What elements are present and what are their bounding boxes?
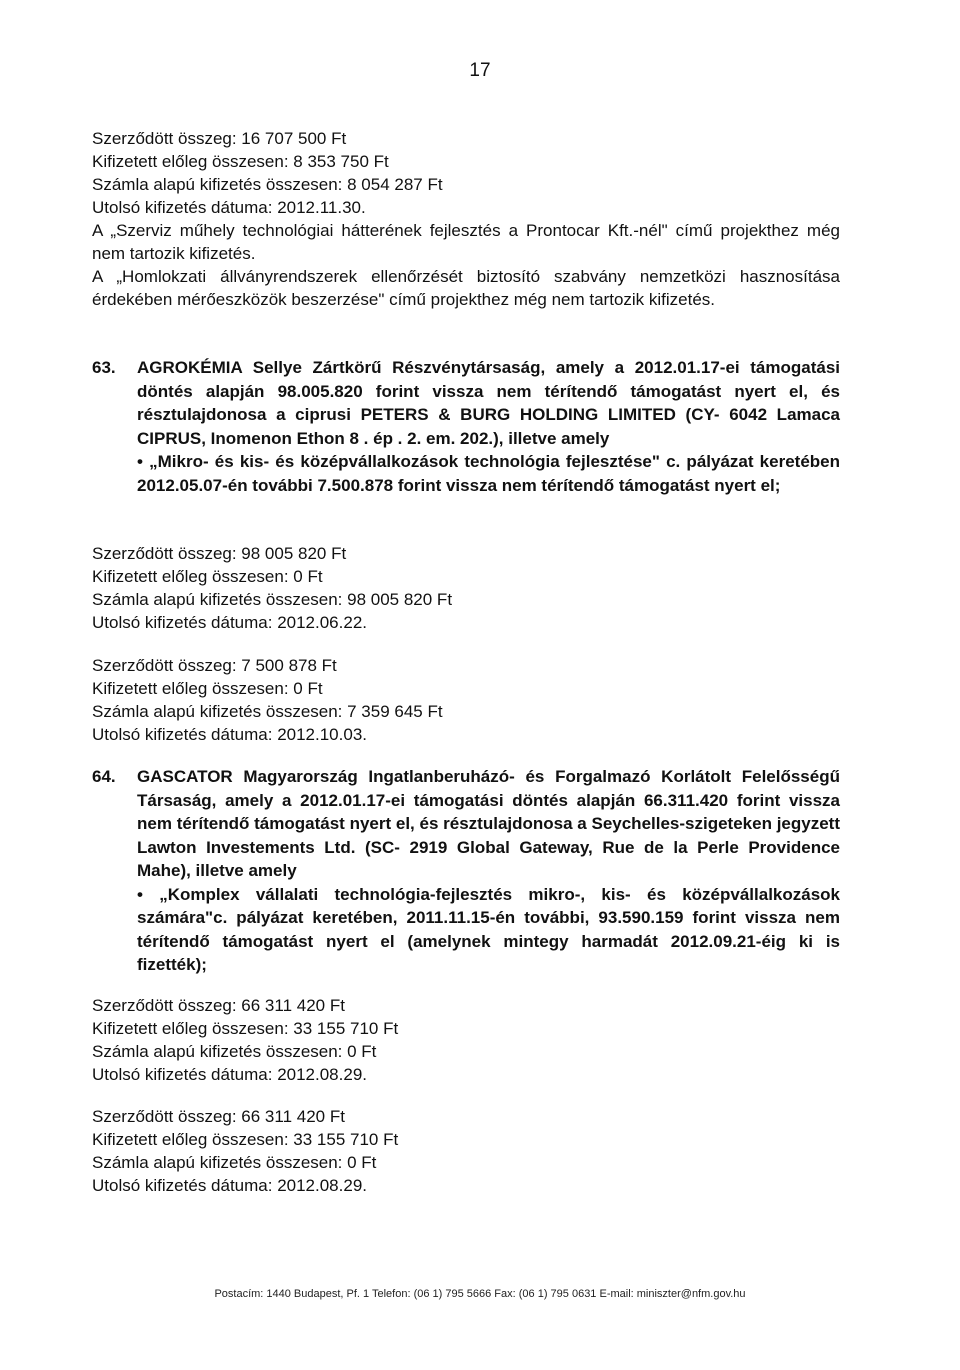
item-64 bbox=[92, 765, 840, 977]
item-bullet: • „Mikro- és kis- és középvállalkozások technológia fejlesztése" c. pályázat keretében 2012.05.07-én további 7.500.878 forint vissza nem térítendő támogatást nyert el; bbox=[137, 452, 840, 495]
item-text: AGROKÉMIA Sellye Zártkörű Részvénytársaság, amely a 2012.01.17-ei támogatási döntés alapján 98.005.820 forint vissza nem térítendő támogatást nyert el, és résztulajdonosa a ciprusi PETERS & BURG HOLDING LIMITED (CY- 6042 Lamaca CIPRUS, Inomenon Ethon 8 . ép . 2. em. 202.), illetve amely bbox=[137, 358, 840, 448]
invoice-payments: Számla alapú kifizetés összesen: 7 359 645 Ft bbox=[92, 702, 443, 721]
advance-paid: Kifizetett előleg összesen: 0 Ft bbox=[92, 567, 323, 586]
advance-paid: Kifizetett előleg összesen: 8 353 750 Ft bbox=[92, 152, 389, 171]
last-payment-date: Utolsó kifizetés dátuma: 2012.08.29. bbox=[92, 1176, 367, 1195]
last-payment-date: Utolsó kifizetés dátuma: 2012.08.29. bbox=[92, 1065, 367, 1084]
intro-block bbox=[92, 127, 840, 311]
advance-paid: Kifizetett előleg összesen: 0 Ft bbox=[92, 679, 323, 698]
project-note-2: A „Homlokzati állványrendszerek ellenőrzését biztosító szabvány nemzetközi hasznosítása érdekében mérőeszközök beszerzése" című projekthez még nem tartozik kifizetés. bbox=[92, 267, 840, 309]
footer-contact: Postacím: 1440 Budapest, Pf. 1 Telefon: (06 1) 795 5666 Fax: (06 1) 795 0631 E-mail: miniszter@nfm.gov.hu bbox=[214, 1288, 746, 1300]
item-63 bbox=[92, 356, 840, 497]
contract-amount: Szerződött összeg: 7 500 878 Ft bbox=[92, 656, 337, 675]
page-number: 17 bbox=[469, 60, 491, 81]
payment-block bbox=[92, 542, 840, 634]
invoice-payments: Számla alapú kifizetés összesen: 0 Ft bbox=[92, 1042, 377, 1061]
last-payment-date: Utolsó kifizetés dátuma: 2012.10.03. bbox=[92, 725, 367, 744]
contract-amount: Szerződött összeg: 16 707 500 Ft bbox=[92, 129, 347, 148]
item-number: 63. bbox=[92, 358, 116, 377]
project-note-1: A „Szerviz műhely technológiai hátterének fejlesztés a Prontocar Kft.-nél" című projekthez még nem tartozik kifizetés. bbox=[92, 221, 840, 263]
item-bullet: • „Komplex vállalati technológia-fejlesztés mikro-, kis- és középvállalkozások számára"c. pályázat keretében, 2011.11.15-én további, 93.590.159 forint vissza nem térítendő támogatást nyert el (amelynek mintegy harmadát 2012.09.21-éig ki is fizették); bbox=[137, 884, 840, 974]
payment-block bbox=[92, 994, 840, 1086]
last-payment-date: Utolsó kifizetés dátuma: 2012.11.30. bbox=[92, 198, 366, 217]
payment-block bbox=[92, 654, 840, 746]
payment-block bbox=[92, 1105, 840, 1197]
advance-paid: Kifizetett előleg összesen: 33 155 710 Ft bbox=[92, 1130, 399, 1149]
advance-paid: Kifizetett előleg összesen: 33 155 710 Ft bbox=[92, 1019, 399, 1038]
invoice-payments: Számla alapú kifizetés összesen: 98 005 820 Ft bbox=[92, 590, 453, 609]
contract-amount: Szerződött összeg: 66 311 420 Ft bbox=[92, 996, 345, 1015]
last-payment-date: Utolsó kifizetés dátuma: 2012.06.22. bbox=[92, 613, 367, 632]
item-number: 64. bbox=[92, 767, 116, 786]
item-text: GASCATOR Magyarország Ingatlanberuházó- és Forgalmazó Korlátolt Felelősségű Társaság, amely a 2012.01.17-ei támogatási döntés alapján 66.311.420 forint vissza nem térítendő támogatást nyert el, és résztulajdonosa a Seychelles-szigeteken jegyzett Lawton Investements Ltd. (SC- 2919 Global Gateway, Rue de la Perle Providence Mahe), illetve amely bbox=[137, 767, 840, 880]
invoice-payments: Számla alapú kifizetés összesen: 8 054 287 Ft bbox=[92, 175, 443, 194]
contract-amount: Szerződött összeg: 66 311 420 Ft bbox=[92, 1107, 345, 1126]
contract-amount: Szerződött összeg: 98 005 820 Ft bbox=[92, 544, 347, 563]
invoice-payments: Számla alapú kifizetés összesen: 0 Ft bbox=[92, 1153, 377, 1172]
